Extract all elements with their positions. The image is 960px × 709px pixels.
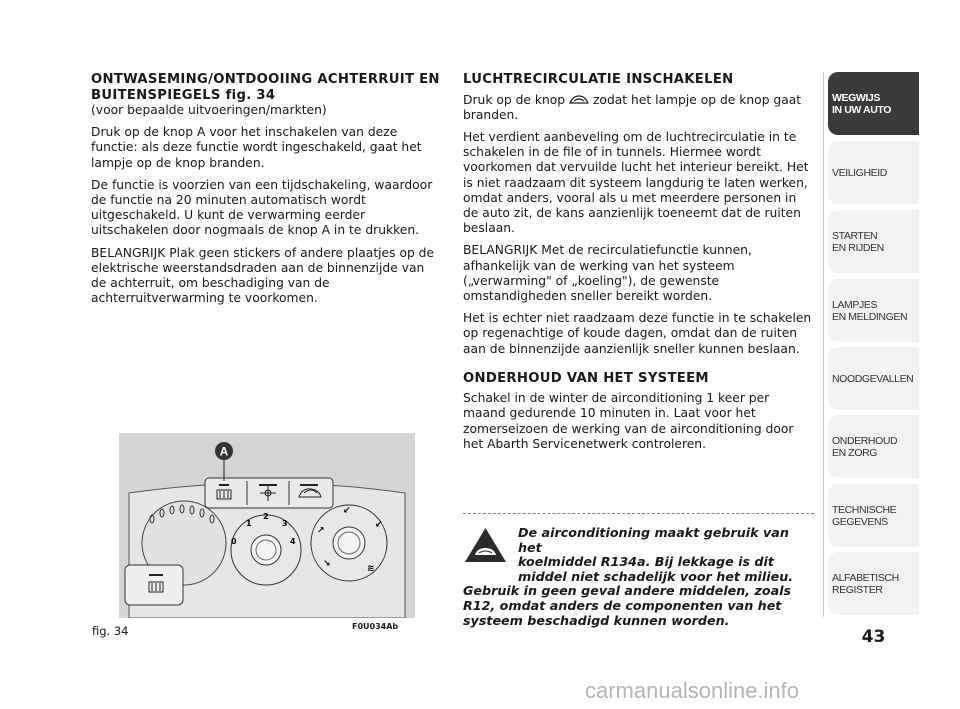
figure-34 [119,433,415,618]
tab-starten[interactable] [828,210,919,273]
paragraph: BELANGRIJK Met de recirculatiefunctie kunnen, afhankelijk van de werking van het systeem („verwarming" of „koeling"), de gewenste omstandigheden sneller bereikt worden. [463,243,752,303]
tab-label: IN UW AUTO [832,103,891,116]
watermark: carmanualsonline.info [585,678,800,703]
tab-label: EN MELDINGEN [832,310,908,323]
tab-label: LAMPJES [832,298,878,311]
tab-rail [823,72,824,617]
callout-label: A [219,444,229,459]
warning-line: De airconditioning maakt gebruik van het [518,525,789,555]
svg-text:≋: ≋ [367,564,375,574]
divider [463,513,814,514]
subtitle: (voor bepaalde uitvoeringen/markten) [91,103,327,117]
tab-veiligheid[interactable] [828,141,919,204]
climate-panel-illustration [119,433,415,618]
rear-defrost-button-enlarged [125,565,183,605]
right-column [463,72,814,459]
recirculation-icon [569,94,589,105]
tab-label: TECHNISCHE [832,503,897,516]
figure-caption: fig. 34 [92,624,129,638]
warning-line: Gebruik in geen geval andere middelen, zoals R12, omdat anders de componenten van het systeem beschadigd kunnen worden. [463,583,792,628]
warning-line: koelmiddel R134a. Bij lekkage is dit [518,554,774,570]
section-title-maintenance: ONDERHOUD VAN HET SYSTEEM [463,370,709,386]
tab-label: STARTEN [832,229,878,242]
tab-label: WEGWIJS [832,91,880,104]
text-run: Druk op de knop [463,92,566,107]
tab-label: VEILIGHEID [832,166,887,179]
paragraph: Het verdient aanbeveling om de luchtrecirculatie in te schakelen in de file of in tunnels. Hiermee wordt voorkomen dat vervuilde lucht het interieur bereikt. Het is niet raadzaam dit systeem langdurig te laten werken, omdat anders, vooral als u met meerdere personen in de auto zit, de kans aanzienlijk toeneemt dat de ruiten beslaan. [463,129,809,236]
tab-noodgevallen[interactable] [828,347,919,410]
tab-label: ALFABETISCH [832,571,899,584]
tab-onderhoud[interactable] [828,415,919,478]
section-title-defrost: ONTWASEMING/ONTDOOIING ACHTERRUIT EN BUITENSPIEGELS fig. 34 [91,72,440,103]
paragraph [463,93,814,123]
svg-text:↙: ↙ [375,520,383,530]
fan-tick-label: 1 [246,519,252,528]
fan-tick-label: 2 [263,512,269,521]
tab-label: NOODGEVALLEN [832,372,914,385]
paragraph: Schakel in de winter de airconditioning 1 keer per maand gedurende 10 minuten in. Laat voor het zomerseizoen de werking van de airconditioning door het Abarth Servicenetwerk controleren. [463,391,794,451]
tab-label: EN ZORG [832,446,878,459]
left-column [91,72,443,313]
tab-label: ONDERHOUD [832,434,898,447]
figure-code: F0U034Ab [352,622,399,631]
svg-text:↘: ↘ [323,559,331,569]
fan-tick-label: 3 [282,519,288,528]
tab-alfabetisch[interactable] [828,552,919,615]
tab-label: GEGEVENS [832,515,888,528]
page-number: 43 [861,627,886,647]
text-run: zodat het lampje op de knop gaat branden. [463,92,802,122]
section-title-recirculation: LUCHTRECIRCULATIE INSCHAKELEN [463,72,734,87]
tab-wegwijs[interactable] [828,72,919,135]
paragraph: BELANGRIJK Plak geen stickers of andere plaatjes op de elektrische weerstandsdraden aan de binnenzijde van de achterruit, om beschadiging van de achterruitverwarming te voorkomen. [91,245,435,306]
svg-text:↗: ↗ [317,526,325,536]
warning-line: middel niet schadelijk voor het milieu. [518,568,794,584]
warning-note [463,526,815,628]
fan-tick-label: 4 [290,537,296,546]
tab-technische[interactable] [828,484,919,547]
svg-text:↙: ↙ [343,506,351,516]
tab-lampjes[interactable] [828,279,919,342]
paragraph: Druk op de knop A voor het inschakelen van deze functie: als deze functie wordt ingeschakeld, gaat het lampje op de knop branden. [91,125,422,170]
paragraph: Het is echter niet raadzaam deze functie in te schakelen op regenachtige of koude dagen, omdat dan de ruiten aan de binnenzijde aanzienlijk sneller kunnen beslaan. [463,311,812,356]
fan-tick-label: 0 [231,537,237,546]
tab-label: REGISTER [832,583,883,596]
paragraph: De functie is voorzien van een tijdschakeling, waardoor de functie na 20 minuten automatisch wordt uitgeschakeld. U kunt de verwarming eerder uitschakelen door nogmaals de knop A in te drukken. [91,177,433,238]
tab-label: EN RIJDEN [832,241,884,254]
